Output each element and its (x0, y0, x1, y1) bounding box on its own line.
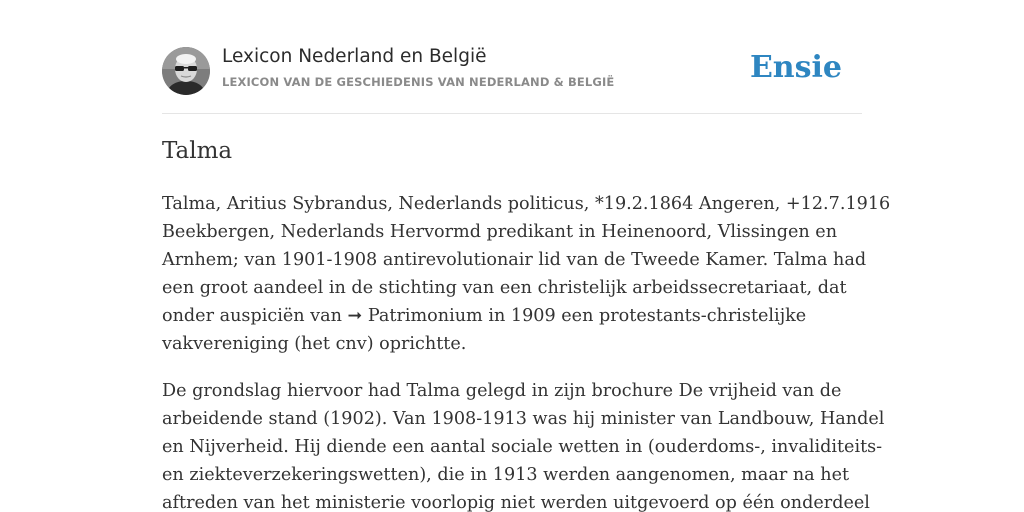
paragraph-line: een groot aandeel in de stichting van een christelijk arbeidssecretariaat, dat (162, 278, 847, 298)
paragraph-line: Beekbergen, Nederlands Hervormd predikant in Heinenoord, Vlissingen en (162, 222, 838, 242)
portrait-image (162, 47, 210, 95)
paragraph-line: vakvereniging (het cnv) oprichtte. (162, 334, 467, 354)
paragraph-line-with-link[interactable]: onder auspiciën van ➞ Patrimonium in 1909 een protestants-christelijke (162, 306, 807, 326)
paragraph-line: en ziekteverzekeringswetten), die in 1913 werden aangenomen, maar na het (162, 465, 850, 485)
paragraph-1 (162, 190, 891, 358)
article-body (162, 190, 891, 512)
lexicon-title[interactable]: Lexicon Nederland en België (222, 46, 487, 67)
paragraph-line: Arnhem; van 1901-1908 antirevolutionair lid van de Tweede Kamer. Talma had (162, 250, 867, 270)
paragraph-line: Talma, Aritius Sybrandus, Nederlands politicus, *19.2.1864 Angeren, +12.7.1916 (162, 194, 891, 214)
content-column (162, 0, 891, 512)
paragraph-line: aftreden van het ministerie voorlopig niet werden uitgevoerd op één onderdeel (162, 493, 870, 512)
header (162, 0, 862, 114)
paragraph-line: De grondslag hiervoor had Talma gelegd in zijn brochure De vrijheid van de (162, 381, 842, 401)
paragraph-2 (162, 377, 885, 512)
paragraph-line: arbeidende stand (1902). Van 1908-1913 was hij minister van Landbouw, Handel (162, 409, 885, 429)
article-title: Talma (162, 138, 233, 164)
paragraph-line: en Nijverheid. Hij diende een aantal sociale wetten in (ouderdoms-, invaliditeits- (162, 437, 883, 457)
author-avatar[interactable] (162, 47, 210, 95)
ensie-logo[interactable]: Ensie (749, 50, 842, 85)
lexicon-subtitle: LEXICON VAN DE GESCHIEDENIS VAN NEDERLAND & BELGIË (222, 75, 615, 89)
